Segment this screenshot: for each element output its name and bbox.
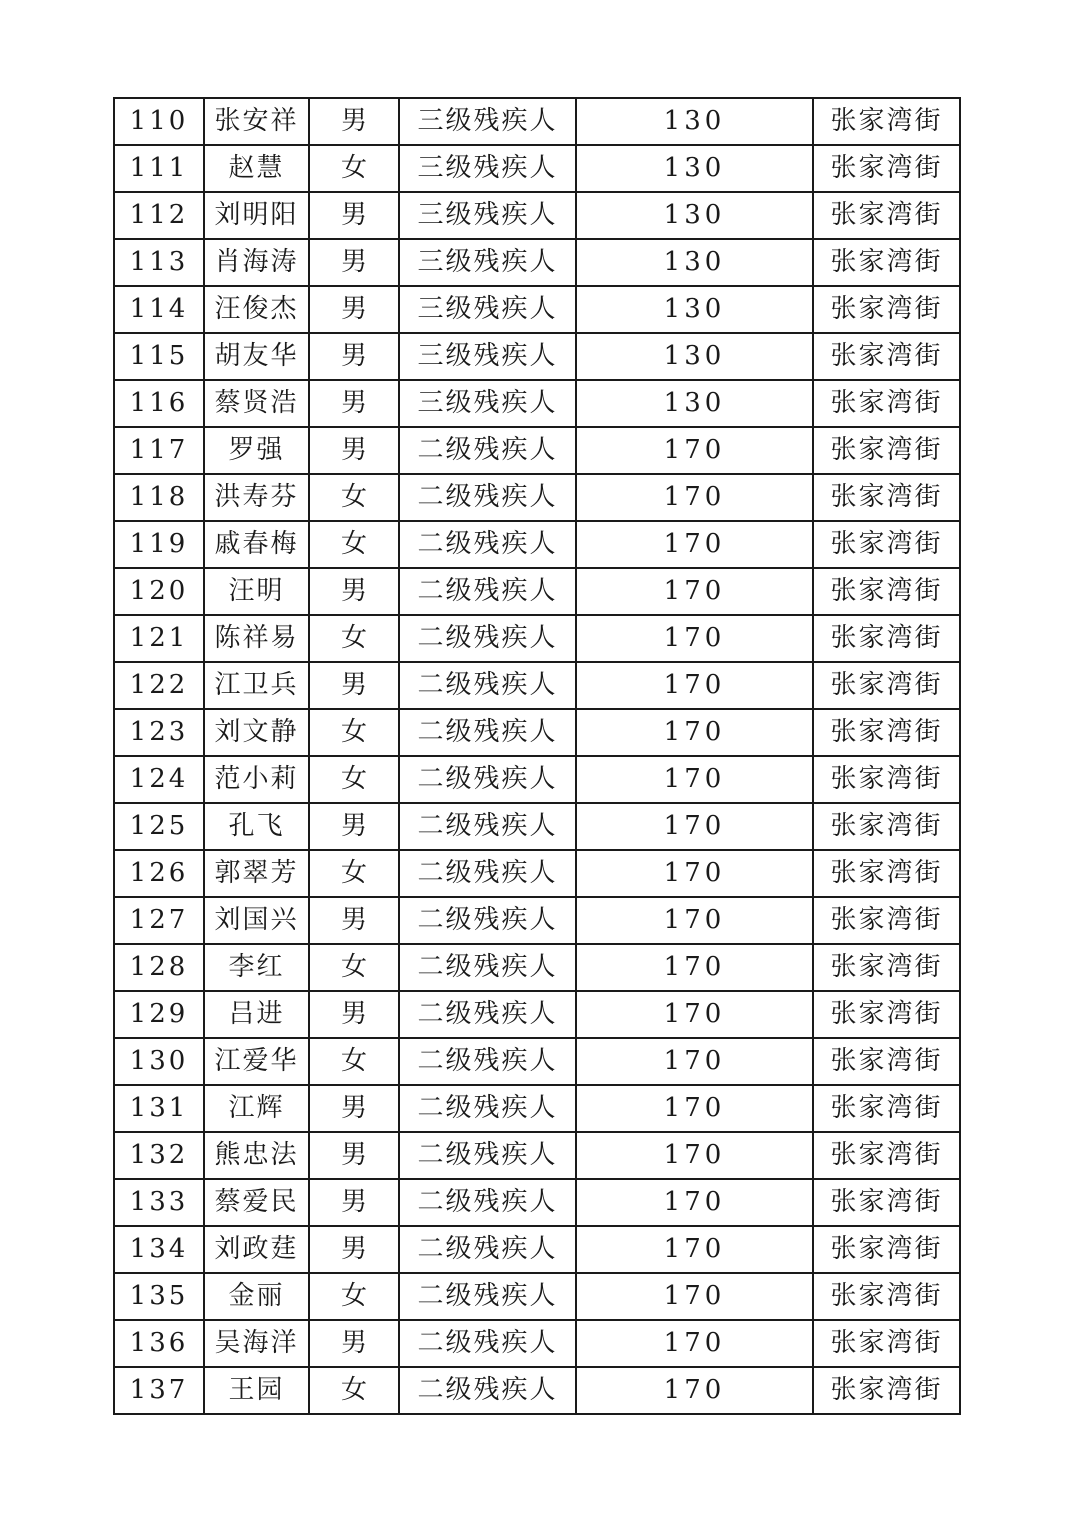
amount-cell: 170: [576, 1085, 813, 1132]
row-number-cell: 111: [114, 145, 204, 192]
amount-cell: 130: [576, 286, 813, 333]
amount-cell: 170: [576, 1320, 813, 1367]
table-row: [114, 568, 960, 615]
row-number-cell: 131: [114, 1085, 204, 1132]
street-cell: 张家湾街: [813, 615, 960, 662]
disability-level-cell: 二级残疾人: [399, 521, 576, 568]
row-number-cell: 112: [114, 192, 204, 239]
row-number-cell: 122: [114, 662, 204, 709]
disability-level-cell: 二级残疾人: [399, 662, 576, 709]
gender-cell: 男: [309, 803, 399, 850]
table-row: [114, 1226, 960, 1273]
gender-cell: 女: [309, 709, 399, 756]
disability-level-cell: 二级残疾人: [399, 991, 576, 1038]
gender-cell: 女: [309, 474, 399, 521]
street-cell: 张家湾街: [813, 568, 960, 615]
name-cell: 孔飞: [204, 803, 309, 850]
row-number-cell: 133: [114, 1179, 204, 1226]
disability-level-cell: 二级残疾人: [399, 709, 576, 756]
table-row: [114, 474, 960, 521]
table-row: [114, 1367, 960, 1414]
amount-cell: 170: [576, 944, 813, 991]
row-number-cell: 113: [114, 239, 204, 286]
gender-cell: 男: [309, 568, 399, 615]
gender-cell: 女: [309, 944, 399, 991]
row-number-cell: 121: [114, 615, 204, 662]
street-cell: 张家湾街: [813, 427, 960, 474]
table-row: [114, 991, 960, 1038]
table-row: [114, 239, 960, 286]
table-row: [114, 850, 960, 897]
table-row: [114, 192, 960, 239]
amount-cell: 130: [576, 333, 813, 380]
disability-level-cell: 三级残疾人: [399, 192, 576, 239]
gender-cell: 男: [309, 1320, 399, 1367]
row-number-cell: 128: [114, 944, 204, 991]
street-cell: 张家湾街: [813, 333, 960, 380]
name-cell: 郭翠芳: [204, 850, 309, 897]
street-cell: 张家湾街: [813, 756, 960, 803]
disability-level-cell: 二级残疾人: [399, 1226, 576, 1273]
gender-cell: 男: [309, 662, 399, 709]
disability-level-cell: 二级残疾人: [399, 427, 576, 474]
street-cell: 张家湾街: [813, 286, 960, 333]
name-cell: 蔡贤浩: [204, 380, 309, 427]
street-cell: 张家湾街: [813, 145, 960, 192]
row-number-cell: 123: [114, 709, 204, 756]
name-cell: 赵慧: [204, 145, 309, 192]
street-cell: 张家湾街: [813, 1273, 960, 1320]
name-cell: 吕进: [204, 991, 309, 1038]
gender-cell: 女: [309, 1273, 399, 1320]
table-row: [114, 1273, 960, 1320]
name-cell: 江爱华: [204, 1038, 309, 1085]
table-row: [114, 1179, 960, 1226]
gender-cell: 女: [309, 1367, 399, 1414]
table-row: [114, 145, 960, 192]
name-cell: 洪寿芬: [204, 474, 309, 521]
street-cell: 张家湾街: [813, 239, 960, 286]
name-cell: 李红: [204, 944, 309, 991]
amount-cell: 170: [576, 756, 813, 803]
disability-level-cell: 二级残疾人: [399, 1320, 576, 1367]
amount-cell: 170: [576, 709, 813, 756]
name-cell: 吴海洋: [204, 1320, 309, 1367]
street-cell: 张家湾街: [813, 1038, 960, 1085]
name-cell: 刘政莛: [204, 1226, 309, 1273]
amount-cell: 170: [576, 1273, 813, 1320]
disability-level-cell: 二级残疾人: [399, 850, 576, 897]
name-cell: 戚春梅: [204, 521, 309, 568]
name-cell: 江辉: [204, 1085, 309, 1132]
amount-cell: 170: [576, 474, 813, 521]
row-number-cell: 127: [114, 897, 204, 944]
row-number-cell: 117: [114, 427, 204, 474]
row-number-cell: 119: [114, 521, 204, 568]
street-cell: 张家湾街: [813, 897, 960, 944]
row-number-cell: 120: [114, 568, 204, 615]
amount-cell: 170: [576, 1226, 813, 1273]
street-cell: 张家湾街: [813, 709, 960, 756]
disability-level-cell: 三级残疾人: [399, 239, 576, 286]
disability-level-cell: 二级残疾人: [399, 1132, 576, 1179]
gender-cell: 女: [309, 521, 399, 568]
table-row: [114, 1320, 960, 1367]
amount-cell: 170: [576, 1179, 813, 1226]
amount-cell: 130: [576, 239, 813, 286]
disability-level-cell: 二级残疾人: [399, 474, 576, 521]
street-cell: 张家湾街: [813, 1367, 960, 1414]
gender-cell: 女: [309, 850, 399, 897]
disability-level-cell: 二级残疾人: [399, 897, 576, 944]
disability-level-cell: 二级残疾人: [399, 756, 576, 803]
table-row: [114, 756, 960, 803]
disability-level-cell: 二级残疾人: [399, 803, 576, 850]
name-cell: 胡友华: [204, 333, 309, 380]
gender-cell: 男: [309, 1085, 399, 1132]
name-cell: 熊忠法: [204, 1132, 309, 1179]
disability-level-cell: 三级残疾人: [399, 333, 576, 380]
gender-cell: 男: [309, 991, 399, 1038]
gender-cell: 男: [309, 1132, 399, 1179]
row-number-cell: 135: [114, 1273, 204, 1320]
gender-cell: 男: [309, 427, 399, 474]
row-number-cell: 115: [114, 333, 204, 380]
disability-level-cell: 三级残疾人: [399, 145, 576, 192]
amount-cell: 170: [576, 1038, 813, 1085]
disability-level-cell: 二级残疾人: [399, 944, 576, 991]
gender-cell: 男: [309, 98, 399, 145]
row-number-cell: 136: [114, 1320, 204, 1367]
name-cell: 陈祥易: [204, 615, 309, 662]
street-cell: 张家湾街: [813, 944, 960, 991]
street-cell: 张家湾街: [813, 662, 960, 709]
table-row: [114, 521, 960, 568]
gender-cell: 男: [309, 192, 399, 239]
name-cell: 罗强: [204, 427, 309, 474]
gender-cell: 男: [309, 286, 399, 333]
table-row: [114, 380, 960, 427]
table-row: [114, 286, 960, 333]
street-cell: 张家湾街: [813, 850, 960, 897]
gender-cell: 女: [309, 1038, 399, 1085]
disability-level-cell: 三级残疾人: [399, 98, 576, 145]
table-row: [114, 98, 960, 145]
disability-level-cell: 三级残疾人: [399, 380, 576, 427]
street-cell: 张家湾街: [813, 991, 960, 1038]
row-number-cell: 134: [114, 1226, 204, 1273]
street-cell: 张家湾街: [813, 474, 960, 521]
amount-cell: 170: [576, 1132, 813, 1179]
table-row: [114, 427, 960, 474]
name-cell: 刘国兴: [204, 897, 309, 944]
disability-level-cell: 二级残疾人: [399, 1179, 576, 1226]
amount-cell: 170: [576, 897, 813, 944]
table-row: [114, 1038, 960, 1085]
amount-cell: 130: [576, 98, 813, 145]
disability-level-cell: 二级残疾人: [399, 1085, 576, 1132]
disability-level-cell: 二级残疾人: [399, 1038, 576, 1085]
gender-cell: 男: [309, 1226, 399, 1273]
amount-cell: 170: [576, 991, 813, 1038]
gender-cell: 女: [309, 615, 399, 662]
table-row: [114, 709, 960, 756]
gender-cell: 男: [309, 1179, 399, 1226]
amount-cell: 170: [576, 1367, 813, 1414]
table-row: [114, 897, 960, 944]
roster-table: [113, 97, 961, 1415]
amount-cell: 170: [576, 427, 813, 474]
table-row: [114, 615, 960, 662]
gender-cell: 男: [309, 380, 399, 427]
street-cell: 张家湾街: [813, 521, 960, 568]
row-number-cell: 118: [114, 474, 204, 521]
street-cell: 张家湾街: [813, 1132, 960, 1179]
disability-level-cell: 二级残疾人: [399, 1273, 576, 1320]
table-row: [114, 1132, 960, 1179]
table-row: [114, 333, 960, 380]
row-number-cell: 116: [114, 380, 204, 427]
gender-cell: 女: [309, 145, 399, 192]
street-cell: 张家湾街: [813, 1085, 960, 1132]
amount-cell: 130: [576, 380, 813, 427]
gender-cell: 男: [309, 333, 399, 380]
gender-cell: 男: [309, 239, 399, 286]
gender-cell: 男: [309, 897, 399, 944]
row-number-cell: 132: [114, 1132, 204, 1179]
amount-cell: 170: [576, 615, 813, 662]
name-cell: 蔡爱民: [204, 1179, 309, 1226]
row-number-cell: 124: [114, 756, 204, 803]
street-cell: 张家湾街: [813, 1226, 960, 1273]
amount-cell: 170: [576, 568, 813, 615]
street-cell: 张家湾街: [813, 192, 960, 239]
table-row: [114, 944, 960, 991]
street-cell: 张家湾街: [813, 380, 960, 427]
name-cell: 金丽: [204, 1273, 309, 1320]
name-cell: 刘明阳: [204, 192, 309, 239]
name-cell: 汪俊杰: [204, 286, 309, 333]
amount-cell: 170: [576, 850, 813, 897]
name-cell: 肖海涛: [204, 239, 309, 286]
disability-level-cell: 二级残疾人: [399, 1367, 576, 1414]
row-number-cell: 137: [114, 1367, 204, 1414]
disability-level-cell: 二级残疾人: [399, 568, 576, 615]
amount-cell: 170: [576, 803, 813, 850]
table-row: [114, 662, 960, 709]
name-cell: 汪明: [204, 568, 309, 615]
row-number-cell: 125: [114, 803, 204, 850]
row-number-cell: 110: [114, 98, 204, 145]
amount-cell: 170: [576, 521, 813, 568]
roster-table-body: [114, 98, 960, 1414]
row-number-cell: 129: [114, 991, 204, 1038]
disability-level-cell: 二级残疾人: [399, 615, 576, 662]
amount-cell: 130: [576, 145, 813, 192]
name-cell: 刘文静: [204, 709, 309, 756]
amount-cell: 130: [576, 192, 813, 239]
street-cell: 张家湾街: [813, 803, 960, 850]
name-cell: 张安祥: [204, 98, 309, 145]
disability-level-cell: 三级残疾人: [399, 286, 576, 333]
row-number-cell: 130: [114, 1038, 204, 1085]
street-cell: 张家湾街: [813, 1320, 960, 1367]
row-number-cell: 114: [114, 286, 204, 333]
name-cell: 江卫兵: [204, 662, 309, 709]
street-cell: 张家湾街: [813, 98, 960, 145]
gender-cell: 女: [309, 756, 399, 803]
street-cell: 张家湾街: [813, 1179, 960, 1226]
row-number-cell: 126: [114, 850, 204, 897]
table-row: [114, 1085, 960, 1132]
amount-cell: 170: [576, 662, 813, 709]
name-cell: 范小莉: [204, 756, 309, 803]
name-cell: 王园: [204, 1367, 309, 1414]
table-row: [114, 803, 960, 850]
